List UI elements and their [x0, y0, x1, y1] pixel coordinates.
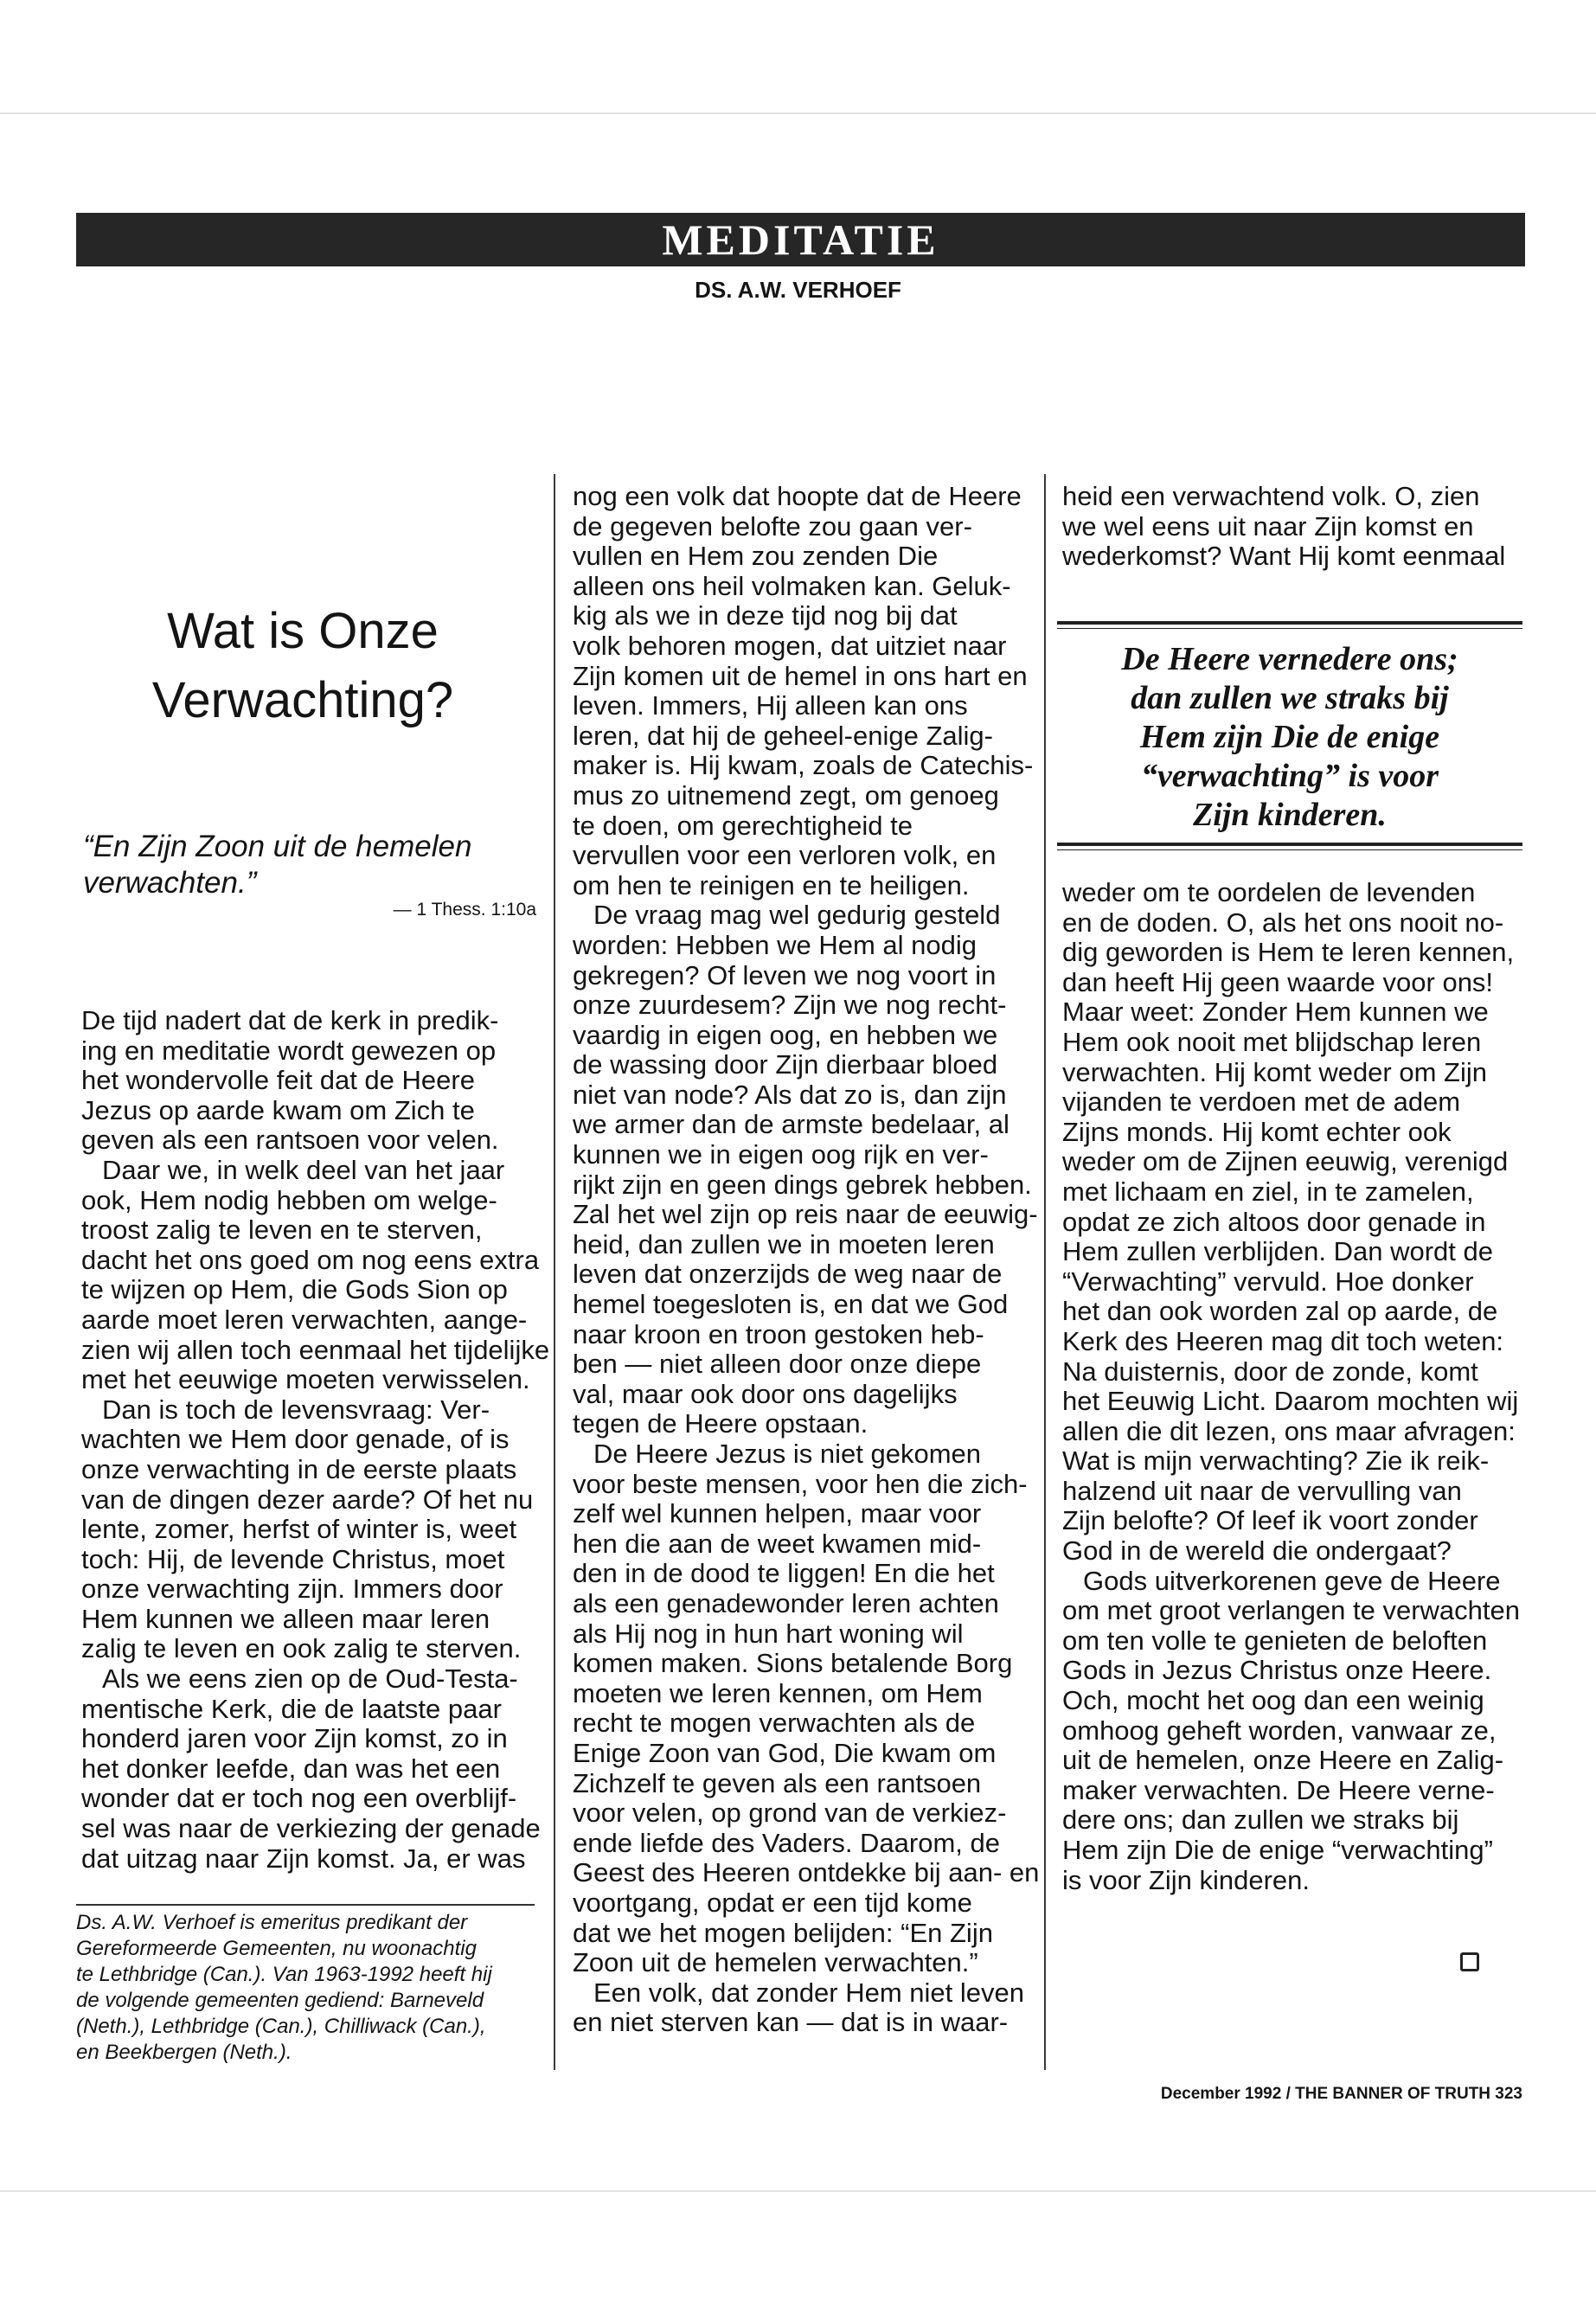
text-line: als een genadewonder leren achten [573, 1587, 999, 1618]
text-line: dacht het ons goed om nog eens extra [81, 1244, 540, 1275]
section-header-band [76, 213, 1525, 266]
title-line: Wat is Onze [167, 603, 439, 659]
text-line: moeten we leren kennen, om Hem [573, 1677, 983, 1708]
text-line: van de dingen dezer aarde? Of het nu [81, 1484, 534, 1515]
text-line: komen maken. Sions betalende Borg [573, 1648, 1013, 1679]
text-line: het wondervolle feit dat de Heere [81, 1065, 475, 1096]
text-line: de wassing door Zijn dierbaar bloed [573, 1049, 998, 1080]
text-line: Kerk des Heeren mag dit toch weten: [1062, 1325, 1504, 1356]
text-line: het dan ook worden zal op aarde, de [1062, 1296, 1498, 1327]
text-line: Dan is toch de levensvraag: Ver- [102, 1394, 490, 1425]
text-line: dat we het mogen belijden: “En Zijn [573, 1917, 993, 1948]
text-line: de gegeven belofte zou gaan ver- [573, 510, 972, 542]
text-line: naar kroon en troon gestoken heb- [573, 1318, 984, 1349]
footnote-line: de volgende gemeenten gediend: Barneveld [76, 1989, 484, 2012]
footnote-line: Gereformeerde Gemeenten, nu woonachtig [76, 1937, 477, 1960]
pull-quote-line: Hem zijn Die de enige [1139, 719, 1440, 755]
text-line: voor velen, op grond van de verkiez- [573, 1798, 1007, 1829]
article-title [87, 597, 519, 735]
text-line: geven als een rantsoen voor velen. [81, 1125, 499, 1156]
text-line: Enige Zoon van God, Die kwam om [573, 1737, 997, 1768]
text-line: vervullen voor een verloren volk, en [573, 840, 997, 871]
text-column-3-bottom [1062, 878, 1521, 1895]
text-line: ben — niet alleen door onze diepe [573, 1349, 982, 1380]
text-line: mentische Kerk, die de laatste paar [81, 1693, 502, 1724]
text-line: worden: Hebben we Hem al nodig [573, 929, 977, 960]
text-line: tegen de Heere opstaan. [573, 1408, 869, 1439]
text-line: met lichaam en ziel, in te zamelen, [1062, 1176, 1474, 1207]
pull-quote-line: “verwachting” is voor [1140, 758, 1439, 794]
text-line: kunnen we in eigen oog rijk en ver- [573, 1139, 989, 1170]
pull-quote [1057, 640, 1522, 835]
text-line: rijkt zijn en geen dings gebrek hebben. [573, 1169, 1032, 1200]
text-line: het Eeuwig Licht. Daarom mochten wij [1062, 1386, 1519, 1417]
text-line: onze verwachting in de eerste plaats [81, 1453, 517, 1484]
text-line: De Heere Jezus is niet gekomen [593, 1439, 982, 1469]
text-line: halzend uit naar de vervulling van [1062, 1475, 1462, 1506]
text-line: hemel toegesloten is, en dat we God [573, 1289, 1009, 1320]
text-line: alleen ons heil volmaken kan. Geluk- [573, 570, 1011, 601]
pull-quote-line: De Heere vernedere ons; [1121, 641, 1458, 677]
pull-quote-rule-bottom-thin [1057, 849, 1522, 850]
text-line: toch: Hij, de levende Christus, moet [81, 1543, 505, 1574]
pull-quote-rule-top-thin [1057, 628, 1522, 629]
text-line: te wijzen op Hem, die Gods Sion op [81, 1274, 508, 1305]
footnote-line: en Beekbergen (Neth.). [76, 2041, 292, 2064]
text-line: Gods in Jezus Christus onze Heere. [1062, 1655, 1492, 1686]
text-line: allen die dit lezen, ons maar afvragen: [1062, 1415, 1516, 1446]
epigraph-line: verwachten.” [83, 866, 257, 900]
text-line: Daar we, in welk deel van het jaar [102, 1154, 505, 1185]
text-line: weder om te oordelen de levenden [1062, 877, 1476, 907]
text-line: wonder dat er toch nog een overblijf- [81, 1783, 517, 1814]
pull-quote-line: dan zullen we straks bij [1131, 680, 1449, 716]
text-line: om hen te reinigen en te heiligen. [573, 869, 970, 901]
text-line: “Verwachting” vervuld. Hoe donker [1062, 1266, 1474, 1297]
text-column-2 [573, 481, 1040, 2038]
text-line: Als we eens zien op de Oud-Testa- [102, 1663, 518, 1695]
text-line: met het eeuwige moeten verwisselen. [81, 1364, 530, 1395]
text-line: Och, mocht het oog dan een weinig [1062, 1685, 1484, 1716]
text-line: Zijn belofte? Of leef ik voort zonder [1062, 1505, 1478, 1536]
footnote-line: te Lethbridge (Can.). Van 1963-1992 heeft hij [76, 1963, 492, 1986]
text-line: dan heeft Hij geen waarde voor ons! [1062, 966, 1494, 997]
text-line: Een volk, dat zonder Hem niet leven [593, 1977, 1024, 2008]
text-line: leven. Immers, Hij alleen kan ons [573, 690, 968, 721]
text-line: hen die aan de weet kwamen mid- [573, 1528, 982, 1559]
epigraph-quote [83, 829, 533, 901]
text-line: Gods uitverkorenen geve de Heere [1083, 1565, 1501, 1596]
text-line: om ten volle te genieten de beloften [1062, 1625, 1488, 1656]
section-title: MEDITATIE [662, 215, 939, 264]
text-line: val, maar ook door ons dagelijks [573, 1378, 958, 1409]
text-line: ing en meditatie wordt gewezen op [81, 1035, 497, 1066]
text-line: Maar weet: Zonder Hem kunnen we [1062, 997, 1489, 1028]
text-line: niet van node? Als dat zo is, dan zijn [573, 1079, 1007, 1110]
text-line: leven dat onzerzijds de weg naar de [573, 1259, 1003, 1290]
text-line: Hem ook nooit met blijdschap leren [1062, 1026, 1482, 1057]
text-line: weder om de Zijnen eeuwig, verenigd [1062, 1146, 1509, 1177]
text-line: voortgang, opdat er een tijd kome [573, 1887, 972, 1918]
text-line: Zal het wel zijn op reis naar de eeuwig- [573, 1199, 1038, 1230]
text-line: maker is. Hij kwam, zoals de Catechis- [573, 750, 1034, 781]
text-line: dat uitzag naar Zijn komst. Ja, er was [81, 1843, 526, 1874]
text-line: Zoon uit de hemelen verwachten.” [573, 1947, 978, 1978]
text-column-3-top [1062, 482, 1521, 572]
text-line: Hem zijn Die de enige “verwachting” [1062, 1835, 1493, 1865]
text-line: ende liefde des Vaders. Daarom, de [573, 1827, 1001, 1858]
text-line: lente, zomer, herfst of winter is, weet [81, 1514, 517, 1545]
text-line: Na duisternis, door de zonde, komt [1062, 1356, 1478, 1387]
pull-quote-rule-bottom [1057, 843, 1522, 846]
column-divider [554, 474, 555, 2070]
text-line: heid, dan zullen we in moeten leren [573, 1228, 995, 1259]
text-line: maker verwachten. De Heere verne- [1062, 1774, 1495, 1805]
text-line: omhoog geheft worden, vanwaar ze, [1062, 1715, 1497, 1746]
text-line: voor beste mensen, voor hen die zich- [573, 1468, 1028, 1499]
column-divider [1044, 474, 1046, 2070]
text-line: Zijns monds. Hij komt echter ook [1062, 1116, 1452, 1147]
footnote-line: (Neth.), Lethbridge (Can.), Chilliwack (Can.), [76, 2015, 486, 2038]
text-line: aarde moet leren verwachten, aange- [81, 1304, 528, 1335]
text-line: Geest des Heeren ontdekke bij aan- en [573, 1857, 1040, 1888]
text-line: kig als we in deze tijd nog bij dat [573, 600, 958, 631]
text-line: zelf wel kunnen helpen, maar voor [573, 1498, 982, 1529]
text-line: troost zalig te leven en te sterven, [81, 1215, 483, 1246]
text-line: is voor Zijn kinderen. [1062, 1864, 1311, 1895]
title-line: Verwachting? [151, 672, 454, 728]
text-line: gekregen? Of leven we nog voort in [573, 959, 997, 990]
text-line: ook, Hem nodig hebben om welge- [81, 1184, 497, 1215]
text-line: heid een verwachtend volk. O, zien [1062, 481, 1480, 511]
text-line: mus zo uitnemend zegt, om genoeg [573, 779, 999, 811]
text-line: Zichzelf te geven als een rantsoen [573, 1767, 982, 1798]
text-line: Hem kunnen we alleen maar leren [81, 1603, 490, 1634]
text-column-1 [81, 1005, 550, 1874]
text-line: om met groot verlangen te verwachten [1062, 1595, 1520, 1626]
text-line: zien wij allen toch eenmaal het tijdelijke [81, 1334, 550, 1365]
text-line: Zijn komen uit de hemel in ons hart en [573, 660, 1028, 691]
text-line: vijanden te verdoen met de adem [1062, 1086, 1461, 1118]
text-line: als Hij nog in hun hart woning wil [573, 1618, 964, 1649]
text-line: honderd jaren voor Zijn komst, zo in [81, 1723, 508, 1754]
text-line: zalig te leven en ook zalig te sterven. [81, 1633, 522, 1664]
text-line: en de doden. O, als het ons nooit no- [1062, 907, 1504, 938]
text-line: te doen, om gerechtigheid te [573, 810, 913, 841]
text-line: recht te mogen verwachten als de [573, 1708, 976, 1739]
text-line: De tijd nadert dat de kerk in predik- [81, 1005, 499, 1035]
author-byline: DS. A.W. VERHOEF [695, 277, 901, 303]
text-line: we armer dan de armste bedelaar, al [573, 1109, 1010, 1140]
text-line: leren, dat hij de geheel-enige Zalig- [573, 720, 993, 751]
footnote-line: Ds. A.W. Verhoef is emeritus predikant der [76, 1911, 468, 1934]
text-line: uit de hemelen, onze Heere en Zalig- [1062, 1745, 1504, 1776]
footnote-divider [76, 1904, 535, 1906]
text-line: Jezus op aarde kwam om Zich te [81, 1094, 475, 1125]
pull-quote-line: Zijn kinderen. [1193, 797, 1387, 833]
epigraph-line: “En Zijn Zoon uit de hemelen [83, 830, 472, 863]
end-of-article-mark-icon [1460, 1952, 1479, 1971]
text-line: het donker leefde, dan was het een [81, 1753, 501, 1784]
text-line: De vraag mag wel gedurig gesteld [593, 900, 1001, 931]
text-line: Hem zullen verblijden. Dan wordt de [1062, 1236, 1493, 1267]
text-line: verwachten. Hij komt weder om Zijn [1062, 1056, 1487, 1087]
text-line: onze zuurdesem? Zijn we nog recht- [573, 990, 1007, 1021]
text-line: opdat ze zich altoos door genade in [1062, 1206, 1486, 1237]
text-line: dig geworden is Hem te leren kennen, [1062, 937, 1515, 968]
text-line: we wel eens uit naar Zijn komst en [1062, 510, 1474, 542]
text-line: volk behoren mogen, dat uitziet naar [573, 630, 1007, 661]
author-footnote [76, 1910, 543, 2066]
text-line: en niet sterven kan — dat is in waar- [573, 2007, 1009, 2038]
text-line: dere ons; dan zullen we straks bij [1062, 1804, 1459, 1836]
text-line: wederkomst? Want Hij komt eenmaal [1062, 541, 1506, 572]
text-line: wachten we Hem door genade, of is [81, 1424, 510, 1455]
text-line: God in de wereld die ondergaat? [1062, 1535, 1452, 1567]
pull-quote-rule-top [1057, 621, 1522, 625]
text-line: onze verwachting zijn. Immers door [81, 1574, 503, 1605]
scripture-reference: — 1 Thess. 1:10a [393, 900, 536, 920]
page-footer: December 1992 / THE BANNER OF TRUTH 323 [1160, 2085, 1522, 2103]
text-line: den in de dood te liggen! En die het [573, 1558, 995, 1589]
text-line: vullen en Hem zou zenden Die [573, 541, 939, 572]
text-line: nog een volk dat hoopte dat de Heere [573, 481, 1022, 511]
text-line: vaardig in eigen oog, en hebben we [573, 1019, 998, 1050]
text-line: sel was naar de verkiezing der genade [81, 1813, 541, 1844]
text-line: Wat is mijn verwachting? Zie ik reik- [1062, 1445, 1490, 1477]
